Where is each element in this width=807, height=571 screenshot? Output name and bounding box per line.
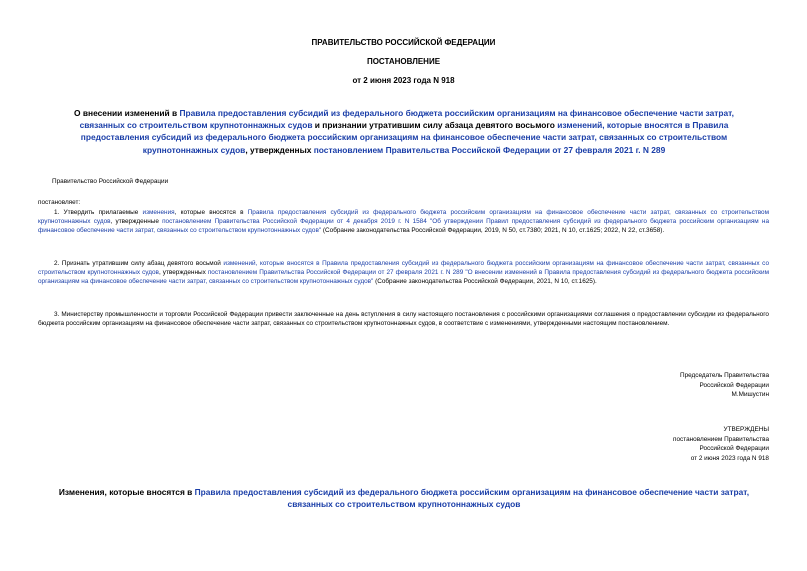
- decrees-word: постановляет:: [38, 199, 81, 206]
- signature-block: [680, 371, 769, 400]
- link-decree-289[interactable]: постановлением Правительства Российской Федерации от 27 февраля 2021 г. N 289 "О внесении изменений в Правила предоставления субсидий из федерального бюджета российским организациям на финансовое обеспечение части затрат, связанных со строительством крупнотоннажных судов": [38, 268, 769, 285]
- changes-title-link-rules[interactable]: Правила предоставления субсидий из федерального бюджета российским организациям на финансовое обеспечение части затрат, связанных со строительством крупнотоннажных судов: [194, 487, 750, 510]
- approved-date: от 2 июня 2023 года N 918: [690, 454, 769, 462]
- approved-label: УТВЕРЖДЕНЫ: [723, 426, 769, 433]
- paragraph-2: 2. Признать утратившим силу абзац девятого восьмой изменений, которые вносятся в Правила предоставления субсидий из федерального бюджета российским организациям на финансовое обеспечение части затрат, связанных со строительством крупнотоннажных судов, утвержденных постановлением Правительства Российской Федерации от 27 февраля 2021 г. N 289 "О внесении изменений в Правила предоставления субсидий из федерального бюджета российским организациям на финансовое обеспечение части затрат, связанных со строительством крупнотоннажных судов" (Собрание законодательства Российской Федерации, 2021, N 10, ст.1625).: [38, 260, 769, 285]
- approved-by: постановлением Правительства: [673, 435, 769, 443]
- signature-position: Председатель Правительства: [680, 372, 769, 379]
- issuer-heading: ПРАВИТЕЛЬСТВО РОССИЙСКОЙ ФЕДЕРАЦИИ: [311, 38, 496, 47]
- link-rules[interactable]: Правила предоставления субсидий из федерального бюджета российским организациям на финансовое обеспечение части затрат, связанных со строительством крупнотоннажных судов: [38, 209, 769, 225]
- link-changes-289[interactable]: изменений, которые вносятся в Правила предоставления субсидий из федерального бюджета российским организациям на финансовое обеспечение части затрат, связанных со строительством крупнотоннажных судов: [38, 260, 769, 276]
- title-text-1: О внесении изменений в: [74, 108, 180, 118]
- document-date-number: от 2 июня 2023 года N 918: [352, 76, 455, 85]
- title-link-changes[interactable]: изменений, которые вносятся в Правила предоставления субсидий из федерального бюджета российским организациям на финансовое обеспечение части затрат, связанных со строительством крупнотоннажных судов: [80, 120, 729, 155]
- approved-country: Российской Федерации: [699, 445, 769, 453]
- signature-name: М.Мишустин: [731, 391, 769, 399]
- title-link-decree-289[interactable]: постановлением Правительства Российской Федерации от 27 февраля 2021 г. N 289: [313, 144, 666, 155]
- title-text-3: , утвержденных: [245, 144, 314, 155]
- document-title: [52, 107, 756, 156]
- changes-title: Изменения, которые вносятся в Правила предоставления субсидий из федерального бюджета российским организациям на финансовое обеспечение части затрат, связанных со строительством крупнотоннажных судов: [58, 487, 750, 510]
- approval-block: [673, 425, 769, 463]
- link-changes[interactable]: изменения: [142, 209, 175, 216]
- title-link-rules[interactable]: Правила предоставления субсидий из федерального бюджета российским организациям на финансовое обеспечение части затрат, связанных со строительством крупнотоннажных судов: [79, 108, 734, 131]
- paragraph-1: 1. Утвердить прилагаемые изменения, которые вносятся в Правила предоставления субсидий из федерального бюджета российским организациям на финансовое обеспечение части затрат, связанных со строительством крупнотоннажных судов, утвержденные постановлением Правительства Российской Федерации от 4 декабря 2019 г. N 1584 "Об утверждении Правил предоставления субсидий из федерального бюджета российским организациям на финансовое обеспечение части затрат, связанных со строительством крупнотоннажных судов" (Собрание законодательства Российской Федерации, 2019, N 50, ст.7380; 2021, N 10, ст.1625; 2022, N 22, ст.3658).: [38, 209, 769, 234]
- signature-country: Российской Федерации: [699, 381, 769, 389]
- government-name: Правительство Российской Федерации: [52, 178, 169, 185]
- paragraph-3: 3. Министерству промышленности и торговли Российской Федерации привести заключенные на день вступления в силу настоящего постановления с российскими организациями соглашения о предоставлении субсидии из федерального бюджета российским организациям на финансовое обеспечение части затрат, связанных со строительством крупнотоннажных судов, в соответствие с изменениями, утвержденными настоящим постановлением.: [38, 311, 769, 327]
- title-text-2: и признании утратившим силу абзаца девятого восьмого: [312, 120, 558, 131]
- document-type-heading: ПОСТАНОВЛЕНИЕ: [366, 57, 441, 66]
- link-decree-1584[interactable]: постановлением Правительства Российской Федерации от 4 декабря 2019 г. N 1584 "Об утверждении Правил предоставления субсидий из федерального бюджета российским организациям на финансовое обеспечение части затрат, связанных со строительством крупнотоннажных судов": [38, 217, 769, 234]
